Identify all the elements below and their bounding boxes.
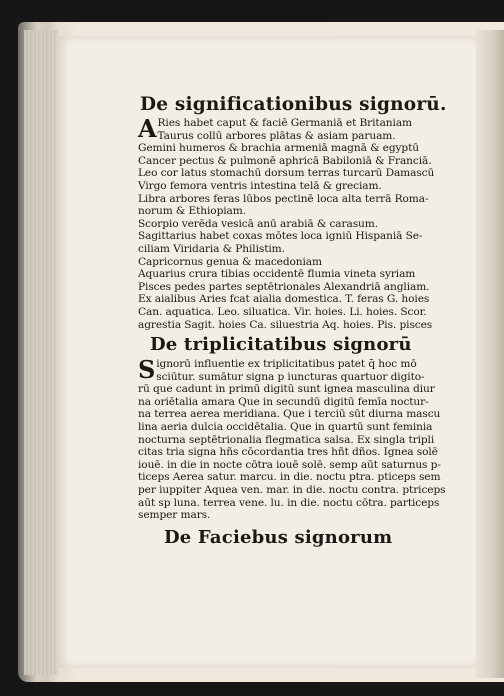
page-stack-edge	[24, 30, 58, 675]
text-line: Cancer pectus & pulmonē aphricā Babiloniā & Franciā.	[138, 154, 432, 167]
facing-page-edge	[476, 30, 504, 678]
text-line: Ries habet caput & faciē Germaniā et Britaniam	[157, 117, 412, 129]
text-line: iouē. in die in nocte cōtra iouē solē. semp aūt saturnus p-	[138, 458, 441, 471]
heading-faciebus: De Faciebus signorum	[164, 526, 393, 548]
text-line: Libra arbores feras lūbos pectinē loca alta terrā Roma-	[138, 192, 429, 205]
heading-triplicitatibus: De triplicitatibus signorū	[150, 334, 412, 356]
text-line: citas tria signa hñs cōcordantia tres hñt dños. Ignea solē	[138, 446, 438, 459]
text-line: rū que cadunt in primū digitū sunt ignea masculina diur	[138, 383, 435, 396]
drop-cap-s: S	[138, 355, 156, 385]
text-line: na terrea aerea meridiana. Que i terciū sūt diurna mascu	[138, 408, 441, 421]
text-line: na oriētalia amara Que in secundū digitū femīa noctur-	[138, 395, 429, 408]
text-line: nocturna septētrionalia flegmatica salsa. Ex singla tripli	[138, 433, 435, 446]
text-line: Sagittarius habet coxas mōtes loca igniū Hispaniā Se-	[138, 230, 423, 243]
page-text	[138, 94, 447, 550]
text-line: Taurus collū arbores plātas & asiam paruam.	[157, 129, 396, 142]
text-line: Can. aquatica. Leo. siluatica. Vir. hoies. Li. hoies. Scor.	[138, 305, 427, 318]
text-line: lina aeria dulcia occidētalia. Que in quartū sunt feminia	[138, 421, 433, 434]
section-triplicitatibus	[138, 355, 446, 522]
text-line: Ex aialibus Aries fcat aialia domestica. T. feras G. hoies	[138, 293, 430, 306]
heading-significationibus: De significationibus signorū.	[140, 94, 447, 115]
section-significationibus	[138, 114, 438, 331]
text-line: Gemini humeros & brachia armeniā magnā & egyptū	[138, 142, 419, 155]
drop-cap-a: A	[138, 114, 157, 143]
text-line: Aquarius crura tibias occidentē flumia vineta syriam	[138, 268, 416, 281]
text-line: Scorpio verēda vesicā anū arabiā & carasum.	[138, 217, 378, 230]
text-line: Capricornus genua & macedoniam	[138, 255, 322, 268]
text-line: per iuppiter Aquea ven. mar. in die. noctu contra. ptriceps	[138, 484, 446, 497]
text-line: aūt sp luna. terrea vene. lu. in die. noctu cōtra. particeps	[138, 496, 440, 509]
text-line: ciliam Viridaria & Philistim.	[138, 242, 285, 255]
text-line: Pisces pedes partes septētrionales Alexandriā angliam.	[138, 280, 430, 293]
text-line: Leo cor latus stomachū dorsum terras turcarū Damascū	[138, 167, 435, 180]
text-line: ignorū influentie ex triplicitatibus patet q̄ hoc mō	[156, 358, 417, 371]
text-line: sciūtur. sumātur signa p iuncturas quartuor digito-	[156, 370, 425, 383]
text-line: Virgo femora ventris intestina telā & greciam.	[138, 179, 382, 192]
text-line: agrestia Sagit. hoies Ca. siluestria Aq. hoies. Pis. pisces	[138, 318, 433, 331]
text-line: ticeps Aerea satur. marcu. in die. noctu ptra. pticeps sem	[138, 471, 441, 484]
text-line: semper mars.	[138, 509, 211, 522]
text-line: norum & Ethiopiam.	[138, 205, 246, 218]
